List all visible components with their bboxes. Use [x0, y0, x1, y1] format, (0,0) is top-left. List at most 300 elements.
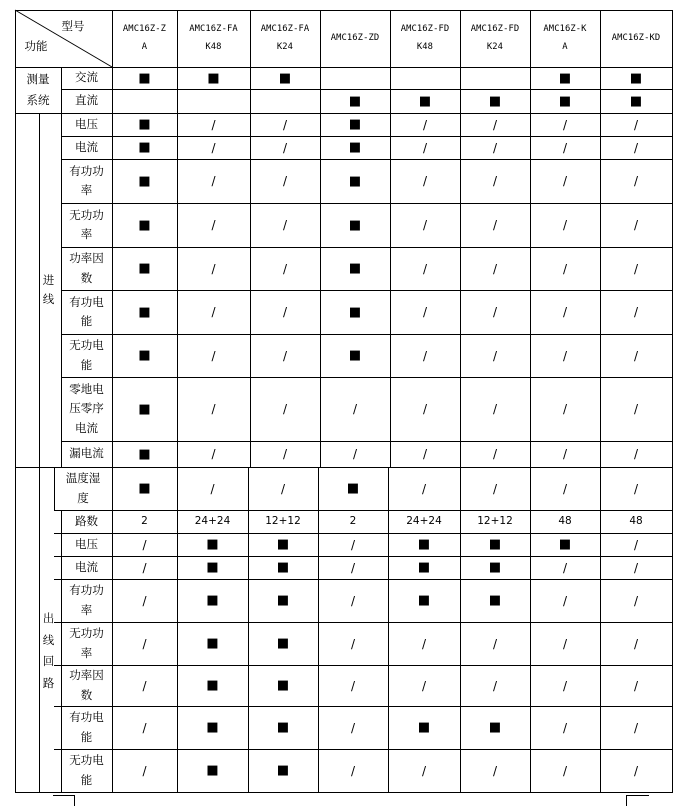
not-applicable-mark [530, 579, 600, 622]
supported-mark-line: ■ [488, 537, 502, 552]
function-label-row-18-line: 功率因 [69, 668, 104, 682]
supported-mark-line: ■ [206, 593, 219, 608]
function-label-row-10-line: 电流 [75, 420, 98, 435]
not-applicable-mark [530, 556, 600, 579]
supported-mark [320, 203, 390, 247]
not-applicable-mark-line: / [492, 261, 498, 276]
not-applicable-mark [530, 441, 600, 467]
function-label-row-8-line: 有功电 [69, 294, 104, 309]
not-applicable-mark [112, 622, 177, 665]
value-cell-line: 24+24 [406, 515, 442, 528]
not-applicable-mark-line: / [211, 447, 216, 461]
supported-mark [388, 533, 460, 556]
not-applicable-mark-line: / [421, 678, 427, 693]
function-label-row-5 [61, 159, 112, 203]
not-applicable-mark [177, 203, 250, 247]
not-applicable-mark-line: / [422, 218, 428, 232]
model-header-6-line: AMC16Z-FD [470, 24, 520, 35]
supported-mark [530, 89, 600, 113]
not-applicable-mark-line: / [211, 174, 216, 188]
value-cell-line: 2 [349, 515, 357, 528]
supported-mark [320, 290, 390, 334]
supported-mark-line: ■ [138, 304, 151, 320]
supported-mark-line: ■ [276, 593, 290, 608]
value-cell [530, 510, 600, 533]
not-applicable-mark-line: / [562, 447, 568, 461]
function-label-row-2-line: 直流 [75, 93, 98, 108]
supported-mark-line: ■ [348, 217, 362, 233]
function-label-row-1 [61, 67, 112, 89]
not-applicable-mark [530, 136, 600, 159]
value-cell-line: 24+24 [194, 515, 231, 528]
not-applicable-mark [460, 334, 530, 377]
supported-mark [320, 334, 390, 377]
supported-mark-line: ■ [417, 537, 431, 552]
not-applicable-mark-line: / [280, 481, 286, 496]
not-applicable-mark [600, 247, 672, 290]
model-header-6-line: K24 [486, 42, 504, 52]
supported-mark [460, 533, 530, 556]
not-applicable-mark [250, 377, 320, 441]
not-applicable-mark-line: / [142, 636, 147, 651]
not-applicable-mark [600, 665, 672, 706]
function-label-row-17-line: 率 [80, 645, 93, 660]
not-applicable-mark-line: / [422, 140, 428, 155]
supported-mark-line: ■ [138, 446, 151, 462]
not-applicable-mark-line: / [211, 402, 216, 416]
not-applicable-mark-line: / [562, 261, 568, 276]
model-header-3-line: K24 [276, 42, 294, 52]
supported-mark [112, 136, 177, 159]
not-applicable-mark [112, 706, 177, 749]
group-measure-system [15, 67, 61, 113]
not-applicable-mark [320, 441, 390, 467]
not-applicable-mark [600, 706, 672, 749]
function-label-row-12-line: 度 [77, 490, 89, 505]
supported-mark [248, 706, 318, 749]
not-applicable-mark [318, 622, 388, 665]
not-applicable-mark [177, 377, 250, 441]
value-cell [318, 510, 388, 533]
supported-mark-line: ■ [138, 348, 151, 363]
function-label-row-19-line: 能 [80, 729, 93, 744]
not-applicable-mark-line: / [492, 174, 498, 188]
supported-mark-line: ■ [417, 560, 431, 575]
value-cell [388, 510, 460, 533]
not-applicable-mark-line: / [211, 261, 216, 276]
function-label-row-17-line: 无功功 [69, 626, 104, 640]
grid-vline [672, 10, 673, 467]
not-applicable-mark-line: / [282, 402, 288, 416]
not-applicable-mark-line: / [633, 678, 639, 693]
supported-mark-line: ■ [138, 401, 151, 417]
supported-mark-line: ■ [276, 720, 290, 735]
not-applicable-mark [318, 749, 388, 792]
function-label-row-6-line: 率 [80, 227, 93, 241]
not-applicable-mark-line: / [562, 140, 568, 155]
not-applicable-mark [177, 290, 250, 334]
not-applicable-mark-line: / [350, 560, 356, 575]
not-applicable-mark-line: / [282, 218, 288, 232]
not-applicable-mark-line: / [422, 402, 428, 416]
supported-mark-line: ■ [488, 720, 502, 735]
model-header-3-line: AMC16Z-FA [260, 24, 310, 35]
not-applicable-mark [460, 247, 530, 290]
not-applicable-mark-line: / [211, 117, 216, 132]
not-applicable-mark [600, 622, 672, 665]
supported-mark [112, 247, 177, 290]
not-applicable-mark [530, 334, 600, 377]
function-label-row-5-line: 率 [80, 183, 93, 197]
supported-mark-line: ■ [138, 173, 151, 189]
supported-mark [460, 706, 530, 749]
supported-mark-line: ■ [346, 481, 360, 496]
not-applicable-mark [460, 622, 530, 665]
not-applicable-mark-line: / [633, 117, 639, 132]
not-applicable-mark [530, 749, 600, 792]
function-label-row-12-line: 温度湿 [65, 471, 101, 485]
supported-mark [112, 203, 177, 247]
value-cell-line: 48 [558, 515, 572, 528]
supported-mark-line: ■ [417, 593, 431, 608]
not-applicable-mark [530, 706, 600, 749]
supported-mark-line: ■ [348, 348, 362, 363]
not-applicable-mark-line: / [633, 481, 639, 496]
not-applicable-mark [250, 334, 320, 377]
model-header-1-line: A [141, 42, 148, 52]
supported-mark-line: ■ [348, 93, 362, 109]
supported-mark-line: ■ [278, 70, 292, 86]
supported-mark-line: ■ [206, 678, 219, 693]
not-applicable-mark-line: / [562, 348, 568, 363]
not-applicable-mark-line: / [142, 678, 147, 693]
supported-mark-line: ■ [418, 93, 432, 109]
group-outlet-line: 回 [42, 654, 55, 668]
not-applicable-mark [530, 159, 600, 203]
not-applicable-mark-line: / [350, 763, 356, 778]
supported-mark [112, 467, 177, 510]
not-applicable-mark-line: / [492, 218, 498, 232]
value-cell [177, 510, 248, 533]
not-applicable-mark [112, 579, 177, 622]
not-applicable-mark-line: / [142, 763, 147, 778]
supported-mark-line: ■ [348, 173, 362, 189]
not-applicable-mark [600, 113, 672, 136]
not-applicable-mark-line: / [562, 117, 568, 132]
not-applicable-mark [460, 290, 530, 334]
supported-mark [320, 113, 390, 136]
not-applicable-mark-line: / [562, 174, 568, 188]
grid-vline [626, 795, 627, 806]
not-applicable-mark-line: / [350, 678, 356, 693]
not-applicable-mark [600, 203, 672, 247]
function-label-row-2 [61, 89, 112, 113]
not-applicable-mark-line: / [633, 560, 639, 575]
not-applicable-mark-line: / [422, 305, 428, 319]
supported-mark-line: ■ [138, 217, 151, 233]
not-applicable-mark-line: / [633, 763, 639, 778]
function-label-row-9-line: 能 [80, 357, 93, 372]
function-label-row-20 [61, 749, 112, 792]
supported-mark [388, 556, 460, 579]
supported-mark [460, 89, 530, 113]
model-header-2-line: AMC16Z-FA [189, 24, 238, 35]
not-applicable-mark-line: / [562, 720, 568, 735]
supported-mark-line: ■ [488, 560, 502, 575]
not-applicable-mark [530, 467, 600, 510]
not-applicable-mark-line: / [282, 348, 288, 363]
not-applicable-mark-line: / [421, 481, 427, 496]
function-label-row-14 [61, 533, 112, 556]
not-applicable-mark-line: / [492, 402, 498, 416]
not-applicable-mark [177, 334, 250, 377]
supported-mark-line: ■ [206, 636, 219, 651]
supported-mark-line: ■ [488, 593, 502, 608]
not-applicable-mark-line: / [562, 678, 568, 693]
not-applicable-mark-line: / [562, 593, 568, 608]
model-header-6 [460, 10, 530, 67]
not-applicable-mark-line: / [282, 447, 288, 461]
supported-mark-line: ■ [348, 140, 362, 155]
not-applicable-mark [177, 159, 250, 203]
function-label-row-19 [61, 706, 112, 749]
supported-mark-line: ■ [348, 261, 362, 276]
not-applicable-mark [250, 203, 320, 247]
not-applicable-mark [390, 159, 460, 203]
function-label-row-18 [61, 665, 112, 706]
function-label-row-15 [61, 556, 112, 579]
not-applicable-mark-line: / [562, 763, 568, 778]
not-applicable-mark-line: / [350, 593, 356, 608]
not-applicable-mark [250, 136, 320, 159]
group-measure-system-line: 测量 [26, 71, 50, 86]
not-applicable-mark-line: / [633, 174, 639, 188]
not-applicable-mark [388, 749, 460, 792]
not-applicable-mark [600, 749, 672, 792]
not-applicable-mark-line: / [633, 636, 639, 651]
supported-mark [177, 665, 248, 706]
function-label-row-7-line: 数 [80, 270, 93, 285]
not-applicable-mark-line: / [142, 560, 147, 575]
value-cell [600, 510, 672, 533]
not-applicable-mark [250, 247, 320, 290]
function-label-row-3 [61, 113, 112, 136]
group-outlet-line: 出 [42, 611, 55, 625]
supported-mark-line: ■ [276, 560, 290, 575]
supported-mark-line: ■ [138, 481, 151, 496]
not-applicable-mark [250, 159, 320, 203]
supported-mark-line: ■ [206, 560, 219, 575]
supported-mark [112, 67, 177, 89]
group-inlet-line: 进 [42, 272, 55, 287]
not-applicable-mark [600, 579, 672, 622]
supported-mark [112, 290, 177, 334]
not-applicable-mark [460, 113, 530, 136]
function-label-row-10-line: 压零序 [69, 401, 104, 416]
not-applicable-mark [390, 136, 460, 159]
supported-mark-line: ■ [276, 537, 290, 552]
not-applicable-mark [530, 247, 600, 290]
not-applicable-mark [112, 665, 177, 706]
not-applicable-mark [600, 467, 672, 510]
grid-hline [53, 795, 75, 796]
group-outlet-line: 路 [42, 675, 55, 690]
not-applicable-mark [600, 377, 672, 441]
not-applicable-mark-line: / [282, 174, 288, 188]
not-applicable-mark [177, 247, 250, 290]
function-label-row-18-line: 数 [80, 687, 93, 702]
not-applicable-mark [530, 290, 600, 334]
not-applicable-mark-line: / [492, 348, 498, 363]
not-applicable-mark [600, 290, 672, 334]
not-applicable-mark-line: / [492, 305, 498, 319]
not-applicable-mark [318, 706, 388, 749]
not-applicable-mark-line: / [633, 261, 639, 276]
not-applicable-mark-line: / [422, 174, 428, 188]
header-corner-model: 型号 [61, 19, 85, 34]
not-applicable-mark-line: / [492, 636, 498, 651]
function-label-row-16 [61, 579, 112, 622]
supported-mark-line: ■ [276, 763, 290, 778]
supported-mark-line: ■ [348, 304, 362, 320]
function-label-row-3-line: 电压 [75, 116, 98, 131]
not-applicable-mark-line: / [422, 261, 428, 276]
supported-mark [530, 67, 600, 89]
value-cell-line: 12+12 [265, 515, 301, 528]
group-inlet-line: 线 [42, 292, 55, 306]
function-label-row-4-line: 电流 [75, 139, 98, 154]
value-cell [460, 510, 530, 533]
not-applicable-mark-line: / [142, 720, 147, 735]
not-applicable-mark [460, 441, 530, 467]
not-applicable-mark [248, 467, 318, 510]
not-applicable-mark-line: / [562, 305, 568, 319]
supported-mark [600, 67, 672, 89]
group-inlet [36, 113, 61, 467]
not-applicable-mark [600, 533, 672, 556]
supported-mark [177, 533, 248, 556]
function-label-row-9-line: 无功电 [69, 338, 104, 352]
not-applicable-mark [460, 749, 530, 792]
not-applicable-mark-line: / [492, 678, 498, 693]
not-applicable-mark-line: / [211, 140, 216, 155]
supported-mark-line: ■ [138, 261, 151, 276]
function-label-row-7-line: 功率因 [69, 251, 104, 265]
not-applicable-mark [318, 556, 388, 579]
function-label-row-10-line: 零地电 [69, 381, 104, 396]
function-label-row-7 [61, 247, 112, 290]
not-applicable-mark [318, 665, 388, 706]
supported-mark [248, 533, 318, 556]
header-corner-function: 功能 [24, 39, 48, 54]
model-header-7 [530, 10, 600, 67]
supported-mark [248, 622, 318, 665]
function-label-row-12 [54, 467, 112, 510]
supported-mark-line: ■ [138, 117, 151, 132]
supported-mark [177, 622, 248, 665]
not-applicable-mark-line: / [421, 763, 427, 778]
function-label-row-14-line: 电压 [75, 536, 98, 551]
model-header-4 [320, 10, 390, 67]
supported-mark [600, 89, 672, 113]
model-header-8-line: AMC16Z-KD [611, 33, 661, 44]
not-applicable-mark-line: / [492, 140, 498, 155]
model-header-8 [600, 10, 672, 67]
not-applicable-mark [460, 136, 530, 159]
not-applicable-mark [250, 290, 320, 334]
not-applicable-mark-line: / [352, 447, 358, 461]
supported-mark-line: ■ [488, 93, 502, 109]
function-label-row-6 [61, 203, 112, 247]
supported-mark-line: ■ [206, 720, 219, 735]
supported-mark [177, 67, 250, 89]
value-cell [112, 510, 177, 533]
supported-mark-line: ■ [558, 537, 572, 552]
not-applicable-mark [318, 579, 388, 622]
not-applicable-mark [390, 334, 460, 377]
not-applicable-mark [320, 377, 390, 441]
not-applicable-mark-line: / [633, 140, 639, 155]
not-applicable-mark [460, 467, 530, 510]
supported-mark-line: ■ [417, 720, 431, 735]
function-label-row-16-line: 率 [80, 602, 93, 617]
supported-mark-line: ■ [629, 70, 643, 86]
not-applicable-mark-line: / [633, 218, 639, 232]
supported-mark [320, 159, 390, 203]
not-applicable-mark [460, 203, 530, 247]
supported-mark [177, 556, 248, 579]
not-applicable-mark-line: / [633, 447, 639, 461]
not-applicable-mark-line: / [562, 402, 568, 416]
supported-mark-line: ■ [348, 117, 362, 132]
not-applicable-mark [600, 159, 672, 203]
model-header-5 [390, 10, 460, 67]
value-cell-line: 48 [629, 515, 643, 528]
not-applicable-mark-line: / [142, 537, 147, 552]
not-applicable-mark-line: / [492, 117, 498, 132]
not-applicable-mark [530, 622, 600, 665]
supported-mark [248, 579, 318, 622]
not-applicable-mark-line: / [282, 305, 288, 319]
not-applicable-mark [318, 533, 388, 556]
not-applicable-mark [250, 441, 320, 467]
not-applicable-mark-line: / [562, 218, 568, 232]
model-header-2-line: K48 [205, 42, 222, 52]
supported-mark-line: ■ [629, 93, 643, 109]
model-header-5-line: K48 [416, 42, 434, 52]
not-applicable-mark-line: / [633, 305, 639, 319]
not-applicable-mark-line: / [421, 636, 427, 651]
supported-mark [112, 113, 177, 136]
supported-mark [248, 665, 318, 706]
model-header-5-line: AMC16Z-FD [400, 24, 450, 35]
supported-mark-line: ■ [276, 678, 290, 693]
not-applicable-mark-line: / [210, 481, 215, 496]
function-label-row-11-line: 漏电流 [69, 446, 104, 461]
supported-mark [390, 89, 460, 113]
not-applicable-mark [112, 533, 177, 556]
supported-mark-line: ■ [206, 537, 219, 552]
not-applicable-mark [460, 159, 530, 203]
not-applicable-mark [600, 136, 672, 159]
group-measure-system-line: 系统 [26, 93, 50, 107]
not-applicable-mark-line: / [282, 261, 288, 276]
not-applicable-mark [390, 290, 460, 334]
supported-mark [530, 533, 600, 556]
supported-mark-line: ■ [206, 763, 219, 778]
model-header-1 [112, 10, 177, 67]
not-applicable-mark-line: / [492, 763, 498, 778]
